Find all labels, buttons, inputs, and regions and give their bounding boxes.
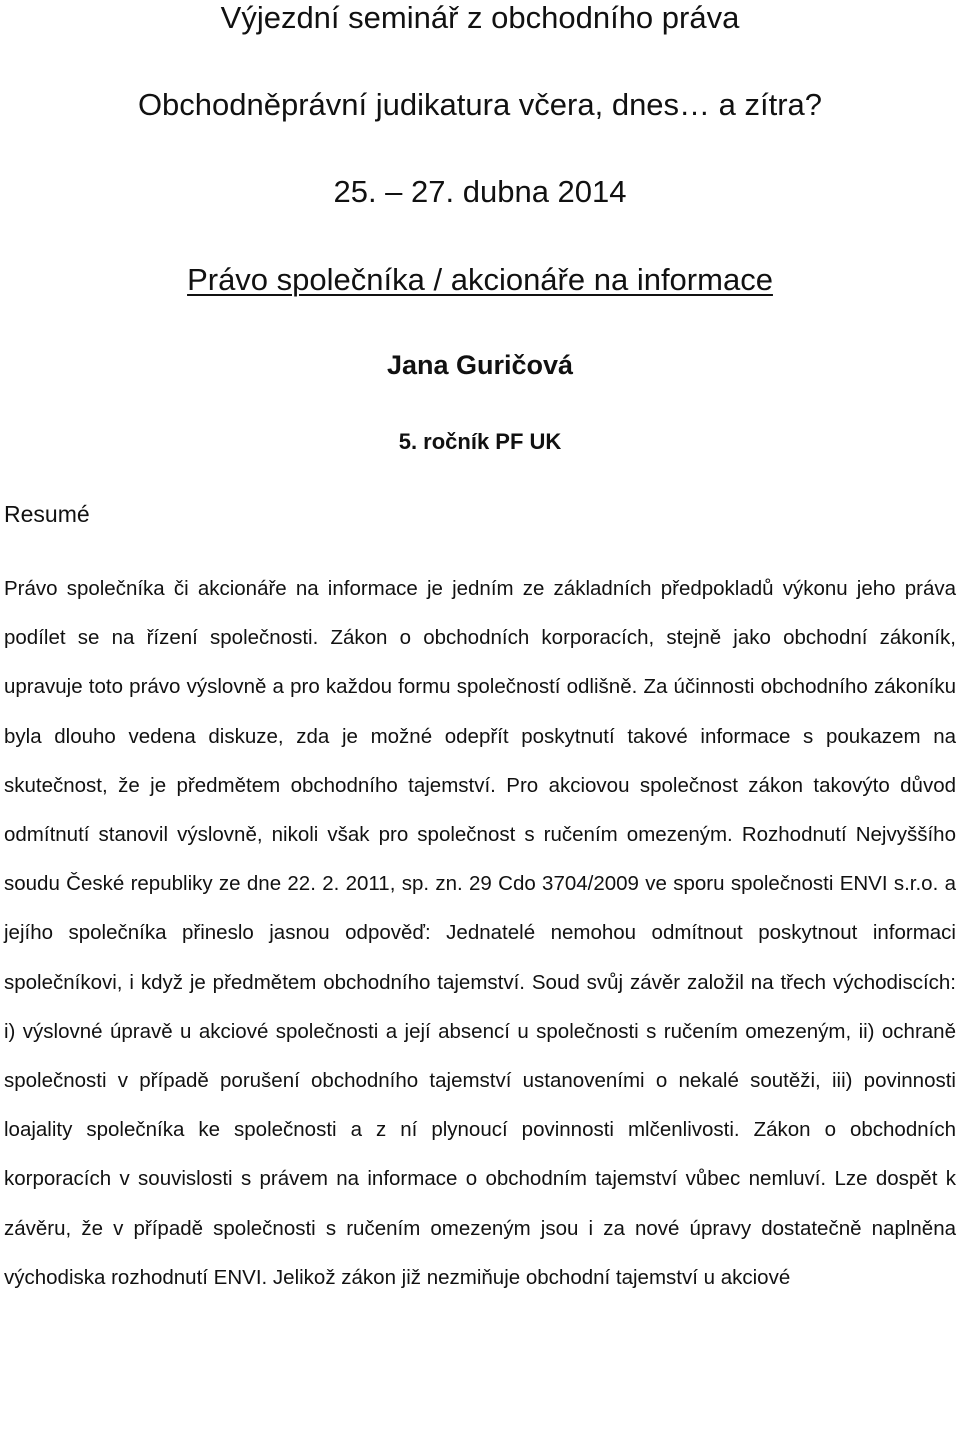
seminar-dates: 25. – 27. dubna 2014 xyxy=(333,174,627,209)
author-name: Jana Guričová xyxy=(386,350,574,380)
seminar-title: Výjezdní seminář z obchodního práva xyxy=(220,0,740,35)
resume-paragraph: Právo společníka či akcionáře na informace je jedním ze základních předpokladů výkonu jeho práva podílet se na řízení společnosti. Zákon o obchodních korporacích, stejně jako obchodní zákoník, upravuje toto právo výslovně a pro každou formu společností odlišně. Za účinnosti obchodního zákoníku byla dlouho vedena diskuze, zda je možné odepřít poskytnutí takové informace s poukazem na skutečnost, že je předmětem obchodního tajemství. Pro akciovou společnost zákon takovýto důvod odmítnutí stanovil výslovně, nikoli však pro společnost s ručením omezeným. Rozhodnutí Nejvyššího soudu České republiky ze dne 22. 2. 2011, sp. zn. 29 Cdo 3704/2009 ve sporu společnosti ENVI s.r.o. a jejího společníka přineslo jasnou odpověď: Jednatelé nemohou odmítnout poskytnout informaci společníkovi, i když je předmětem obchodního tajemství. Soud svůj závěr založil na třech východiscích: i) výslovné úpravě u akciové společnosti a její absencí u společnosti s ručením omezeným, ii) ochraně společnosti v případě porušení obchodního tajemství ustanoveními o nekalé soutěži, iii) povinnosti loajality společníka ke společnosti a z ní plynoucí povinnosti mlčenlivosti. Zákon o obchodních korporacích v souvislosti s právem na informace o obchodním tajemství vůbec nemluví. Lze dospět k závěru, že v případě společnosti s ručením omezeným jsou i za nové úpravy dostatečně naplněna východiska rozhodnutí ENVI. Jelikož zákon již nezmiňuje obchodní tajemství u akciové xyxy=(4,577,956,1289)
article-title: Právo společníka / akcionáře na informace xyxy=(187,262,773,297)
seminar-subtitle: Obchodněprávní judikatura včera, dnes… a zítra? xyxy=(137,87,823,122)
author-affiliation: 5. ročník PF UK xyxy=(398,429,562,454)
resume-heading: Resumé xyxy=(4,501,90,527)
